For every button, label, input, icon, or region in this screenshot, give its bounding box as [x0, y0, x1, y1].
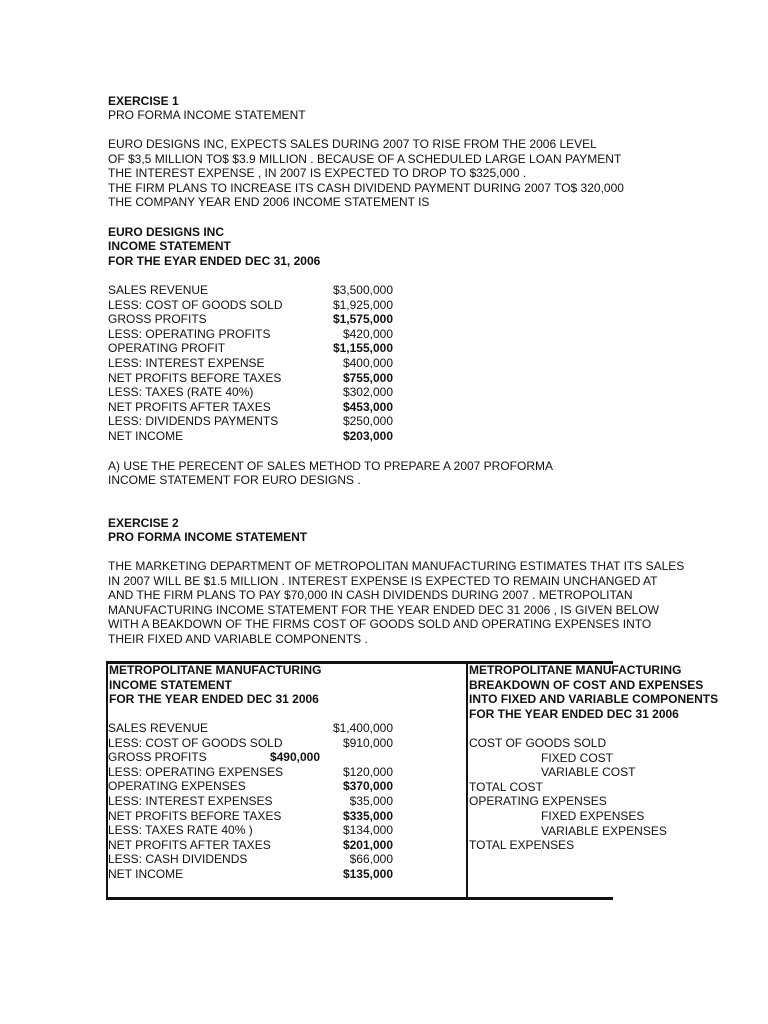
row-label: NET INCOME	[108, 867, 184, 881]
row-amount: $3,500,000	[332, 283, 393, 297]
row-label: SALES REVENUE	[108, 721, 209, 735]
paragraph-line: THE COMPANY YEAR END 2006 INCOME STATEMENT IS	[108, 195, 430, 209]
row-label: GROSS PROFITS	[108, 750, 207, 764]
breakdown-row-label: OPERATING EXPENSES	[469, 794, 607, 808]
row-label: NET INCOME	[108, 429, 184, 443]
exercise-1-heading: EXERCISE 1	[108, 94, 179, 108]
row-label: LESS: OPERATING EXPENSES	[108, 765, 284, 779]
breakdown-period: FOR THE YEAR ENDED DEC 31 2006	[469, 707, 679, 721]
paragraph-line: AND THE FIRM PLANS TO PAY $70,000 IN CASH DIVIDENDS DURING 2007 . METROPOLITAN	[108, 588, 633, 602]
row-label: OPERATING PROFIT	[108, 341, 226, 355]
statement-period: FOR THE EYAR ENDED DEC 31, 2006	[108, 254, 321, 268]
row-label: LESS: TAXES RATE 40% )	[108, 823, 253, 837]
breakdown-row-label: VARIABLE COST	[541, 765, 636, 779]
row-amount: $400,000	[342, 356, 393, 370]
row-amount: $370,000	[342, 779, 393, 793]
row-amount: $1,575,000	[332, 312, 393, 326]
paragraph-line: THE MARKETING DEPARTMENT OF METROPOLITAN MANUFACTURING ESTIMATES THAT ITS SALES	[108, 559, 685, 573]
breakdown-row-label: TOTAL EXPENSES	[469, 838, 575, 852]
paragraph-line: WITH A BEAKDOWN OF THE FIRMS COST OF GOODS SOLD AND OPERATING EXPENSES INTO	[108, 617, 652, 631]
question-line: INCOME STATEMENT FOR EURO DESIGNS .	[108, 473, 361, 487]
breakdown-row-label: FIXED COST	[541, 751, 614, 765]
row-label: GROSS PROFITS	[108, 312, 207, 326]
row-amount: $66,000	[349, 852, 393, 866]
row-label: SALES REVENUE	[108, 283, 209, 297]
row-label: LESS: CASH DIVIDENDS	[108, 852, 248, 866]
exercise-1-subheading: PRO FORMA INCOME STATEMENT	[108, 108, 306, 122]
breakdown-row-label: FIXED EXPENSES	[541, 809, 645, 823]
paragraph-line: MANUFACTURING INCOME STATEMENT FOR THE YEAR ENDED DEC 31 2006 , IS GIVEN BELOW	[108, 603, 659, 617]
row-amount: $35,000	[349, 794, 393, 808]
row-amount: $250,000	[342, 414, 393, 428]
row-amount: $1,925,000	[332, 298, 393, 312]
row-amount: $302,000	[342, 385, 393, 399]
row-amount: $135,000	[342, 867, 393, 881]
row-label: NET PROFITS BEFORE TAXES	[108, 371, 282, 385]
row-amount: $120,000	[342, 765, 393, 779]
row-label: LESS: COST OF GOODS SOLD	[108, 736, 283, 750]
row-amount: $201,000	[342, 838, 393, 852]
row-label: LESS: INTEREST EXPENSES	[108, 794, 273, 808]
table-divider	[466, 661, 468, 900]
row-amount: $203,000	[342, 429, 393, 443]
table-bottom-border	[106, 897, 613, 900]
row-label: NET PROFITS BEFORE TAXES	[108, 809, 282, 823]
breakdown-name: BREAKDOWN OF COST AND EXPENSES	[469, 678, 704, 692]
paragraph-line: EURO DESIGNS INC, EXPECTS SALES DURING 2007 TO RISE FROM THE 2006 LEVEL	[108, 137, 597, 151]
row-label: LESS: TAXES (RATE 40%)	[108, 385, 254, 399]
company-name: METROPOLITANE MANUFACTURING	[469, 663, 682, 677]
row-amount: $453,000	[342, 400, 393, 414]
paragraph-line: THE INTEREST EXPENSE , IN 2007 IS EXPECTED TO DROP TO $325,000 .	[108, 166, 527, 180]
statement-name: INCOME STATEMENT	[108, 239, 231, 253]
row-amount: $335,000	[342, 809, 393, 823]
breakdown-row-label: VARIABLE EXPENSES	[541, 824, 667, 838]
row-label: NET PROFITS AFTER TAXES	[108, 400, 271, 414]
row-amount: $420,000	[342, 327, 393, 341]
company-name: EURO DESIGNS INC	[108, 225, 225, 239]
row-amount: $1,155,000	[332, 341, 393, 355]
paragraph-line: THE FIRM PLANS TO INCREASE ITS CASH DIVIDEND PAYMENT DURING 2007 TO$ 320,000	[108, 181, 624, 195]
company-name: METROPOLITANE MANUFACTURING	[109, 663, 322, 677]
paragraph-line: IN 2007 WILL BE $1.5 MILLION . INTEREST EXPENSE IS EXPECTED TO REMAIN UNCHANGED AT	[108, 574, 658, 588]
exercise-2-heading: EXERCISE 2	[108, 516, 179, 530]
row-label: LESS: OPERATING PROFITS	[108, 327, 271, 341]
question-line: A) USE THE PERECENT OF SALES METHOD TO PREPARE A 2007 PROFORMA	[108, 459, 554, 473]
row-label: LESS: COST OF GOODS SOLD	[108, 298, 283, 312]
breakdown-row-label: COST OF GOODS SOLD	[469, 736, 607, 750]
row-amount: $755,000	[342, 371, 393, 385]
paragraph-line: OF $3,5 MILLION TO$ $3.9 MILLION . BECAUSE OF A SCHEDULED LARGE LOAN PAYMENT	[108, 152, 622, 166]
paragraph-line: THEIR FIXED AND VARIABLE COMPONENTS .	[108, 632, 368, 646]
row-label: LESS: DIVIDENDS PAYMENTS	[108, 414, 279, 428]
breakdown-row-label: TOTAL COST	[469, 780, 543, 794]
statement-name: INCOME STATEMENT	[109, 678, 232, 692]
row-amount: $1,400,000	[332, 721, 393, 735]
row-label: NET PROFITS AFTER TAXES	[108, 838, 271, 852]
row-label: LESS: INTEREST EXPENSE	[108, 356, 265, 370]
exercise-2-subheading: PRO FORMA INCOME STATEMENT	[108, 530, 308, 544]
row-amount: $910,000	[342, 736, 393, 750]
statement-period: FOR THE YEAR ENDED DEC 31 2006	[109, 692, 319, 706]
row-label: OPERATING EXPENSES	[108, 779, 246, 793]
row-amount: $490,000	[269, 750, 320, 764]
row-amount: $134,000	[342, 823, 393, 837]
breakdown-subtitle: INTO FIXED AND VARIABLE COMPONENTS	[469, 692, 719, 706]
